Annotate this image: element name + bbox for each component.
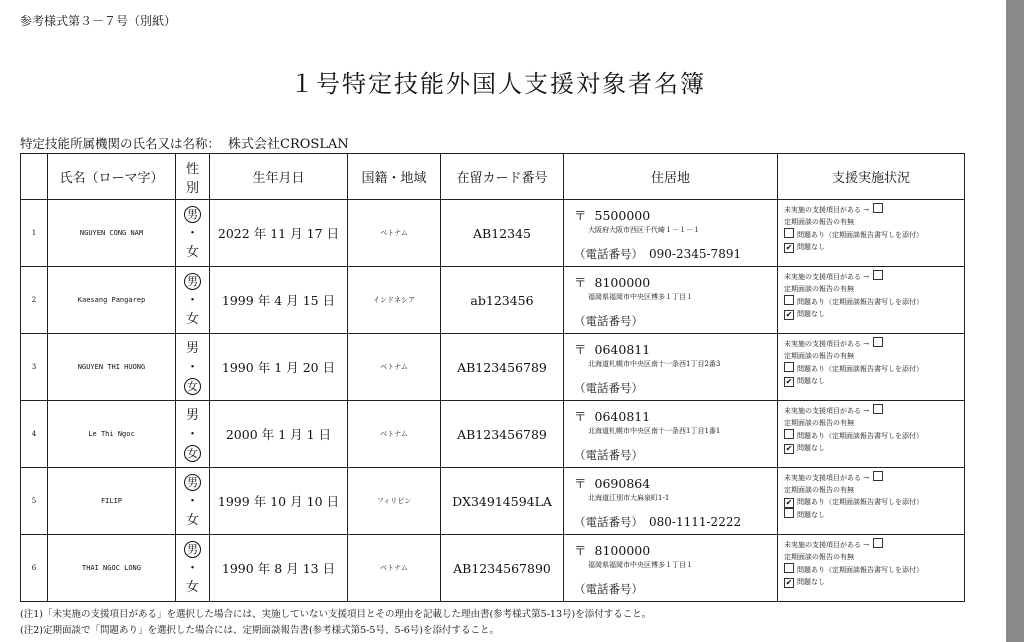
row-number: 2: [21, 267, 48, 334]
phone-line: [574, 246, 741, 262]
gender-cell: [176, 535, 210, 602]
address-cell: [564, 401, 778, 468]
day-unit: 日: [322, 561, 336, 576]
header-nationality: 国籍・地域: [348, 154, 441, 200]
unimplemented-checkbox[interactable]: [873, 538, 883, 548]
gender-separator: ・: [185, 292, 199, 308]
gender-cell: [176, 468, 210, 535]
gender-separator: ・: [185, 426, 199, 442]
postal-mark-icon: 〒: [574, 476, 587, 491]
table-row: [21, 267, 965, 334]
dob-month: 4: [274, 293, 283, 308]
phone-label: （電話番号）: [574, 247, 643, 261]
unimplemented-checkbox[interactable]: [873, 203, 883, 213]
header-gender-bottom: 別: [185, 180, 199, 196]
table-row: [21, 535, 965, 602]
gender-cell: [176, 334, 210, 401]
day-unit: 日: [326, 494, 340, 509]
header-dob: 生年月日: [210, 154, 348, 200]
problem-label: 問題あり（定期面談報告書写しを添付）: [797, 566, 923, 574]
gender-female: 女: [185, 244, 199, 260]
no-problem-label: 問題なし: [797, 377, 825, 385]
phone-label: （電話番号）: [574, 314, 643, 328]
postal-mark-icon: 〒: [574, 543, 587, 558]
zip-code: 8100000: [594, 543, 651, 558]
month-unit: 月: [286, 293, 299, 308]
problem-label: 問題あり（定期面談報告書写しを添付）: [797, 432, 923, 440]
dob-day: 17: [306, 226, 323, 241]
nationality-cell: ベトナム: [348, 401, 441, 468]
month-unit: 月: [286, 360, 299, 375]
address-text: 北海道江別市大麻泉町1-1: [588, 494, 670, 502]
document-title: １号特定技能外国人支援対象者名簿: [290, 70, 706, 98]
address-cell: [564, 200, 778, 267]
postal-mark-icon: 〒: [574, 342, 587, 357]
dob-year: 2000: [225, 427, 258, 442]
unimplemented-label: 未実施の支援項目がある →: [784, 206, 870, 214]
zip-code: 0640811: [594, 409, 651, 424]
month-unit: 月: [290, 494, 303, 509]
gender-male: 男: [184, 474, 201, 491]
row-number: 6: [21, 535, 48, 602]
problem-checkbox[interactable]: ✔: [785, 498, 793, 507]
problem-checkbox[interactable]: [784, 362, 794, 372]
nationality-cell: インドネシア: [348, 267, 441, 334]
postal-mark-icon: 〒: [574, 409, 587, 424]
month-unit: 月: [290, 226, 303, 241]
name-cell: Kaesang Pangarep: [48, 267, 176, 334]
table-row: [21, 200, 965, 267]
card-number-cell: AB1234567890: [441, 535, 564, 602]
phone-line: [574, 514, 741, 530]
header-gender: [176, 154, 210, 200]
address-text: 福岡県福岡市中央区博多１丁目１: [588, 561, 693, 569]
name-cell: Le Thi Ngoc: [48, 401, 176, 468]
header-support: 支援実施状況: [778, 154, 965, 200]
phone-label: （電話番号）: [574, 582, 643, 596]
problem-checkbox[interactable]: [784, 295, 794, 305]
problem-checkbox[interactable]: [784, 429, 794, 439]
phone-line: [574, 313, 649, 329]
card-number-cell: AB123456789: [441, 334, 564, 401]
nationality-cell: ベトナム: [348, 334, 441, 401]
gender-female: 女: [185, 311, 199, 327]
problem-label: 問題あり（定期面談報告書写しを添付）: [797, 231, 923, 239]
dob-cell: [210, 334, 348, 401]
dob-cell: [210, 200, 348, 267]
dob-day: 13: [302, 561, 319, 576]
address-cell: [564, 535, 778, 602]
support-status-cell: [778, 200, 965, 267]
interview-report-label: 定期面談の報告の有無: [784, 419, 854, 427]
year-unit: 年: [261, 427, 275, 442]
gender-separator: ・: [185, 359, 199, 375]
interview-report-label: 定期面談の報告の有無: [784, 553, 854, 561]
gender-separator: ・: [185, 560, 199, 576]
phone-label: （電話番号）: [574, 448, 643, 462]
no-problem-checkbox[interactable]: ✔: [785, 243, 793, 252]
gender-female: 女: [184, 445, 201, 462]
interview-report-label: 定期面談の報告の有無: [784, 285, 854, 293]
name-cell: NGUYEN THI HUONG: [48, 334, 176, 401]
row-number: 5: [21, 468, 48, 535]
address-text: 大阪府大阪市西区千代崎１－１－１: [588, 226, 700, 234]
nationality-cell: ベトナム: [348, 200, 441, 267]
organization-line: [20, 133, 349, 152]
address-cell: [564, 267, 778, 334]
dob-cell: [210, 468, 348, 535]
address-text: 福岡県福岡市中央区博多１丁目１: [588, 293, 693, 301]
unimplemented-label: 未実施の支援項目がある →: [784, 474, 870, 482]
dob-day: 1: [306, 427, 315, 442]
organization-value: 株式会社CROSLAN: [228, 137, 349, 152]
gender-separator: ・: [185, 225, 199, 241]
gender-male: 男: [184, 541, 201, 558]
note-2: (注2)定期面談で「問題あり」を選択した場合には、定期面談報告書(参考様式第5-5号、5-6号)を添付すること。: [20, 625, 499, 636]
unimplemented-checkbox[interactable]: [873, 404, 883, 414]
postal-mark-icon: 〒: [574, 208, 587, 223]
zip-line: [574, 340, 650, 358]
interview-report-label: 定期面談の報告の有無: [784, 486, 854, 494]
day-unit: 日: [322, 360, 336, 375]
year-unit: 年: [257, 360, 271, 375]
notes: [20, 607, 651, 639]
no-problem-label: 問題なし: [797, 243, 825, 251]
zip-code: 0640811: [594, 342, 651, 357]
year-unit: 年: [253, 226, 267, 241]
row-number: 3: [21, 334, 48, 401]
zip-line: [574, 407, 650, 425]
gender-female: 女: [185, 579, 199, 595]
no-problem-label: 問題なし: [797, 511, 825, 519]
dob-month: 10: [270, 494, 287, 509]
support-status-cell: [778, 401, 965, 468]
postal-mark-icon: 〒: [574, 275, 587, 290]
day-unit: 日: [322, 293, 336, 308]
note-1: (注1)「未実施の支援項目がある」を選択した場合には、実施していない支援項目とその理由を記載した理由書(参考様式第5-13号)を添付すること。: [20, 609, 652, 620]
no-problem-checkbox[interactable]: ✔: [785, 377, 793, 386]
gender-male: 男: [184, 273, 201, 290]
phone-line: [574, 380, 649, 396]
dob-year: 2022: [217, 226, 250, 241]
problem-label: 問題あり（定期面談報告書写しを添付）: [797, 498, 923, 506]
zip-line: [574, 273, 650, 291]
dob-month: 1: [278, 427, 287, 442]
dob-year: 1990: [221, 561, 254, 576]
zip-line: [574, 474, 650, 492]
name-cell: THAI NGOC LONG: [48, 535, 176, 602]
dob-month: 11: [270, 226, 287, 241]
unimplemented-label: 未実施の支援項目がある →: [784, 541, 870, 549]
unimplemented-label: 未実施の支援項目がある →: [784, 340, 870, 348]
phone-line: [574, 447, 649, 463]
dob-day: 20: [302, 360, 319, 375]
header-row: [21, 154, 965, 200]
problem-label: 問題あり（定期面談報告書写しを添付）: [797, 365, 923, 373]
header-no: [21, 154, 48, 200]
address-text: 北海道札幌市中央区南十一条西1丁目2番3: [588, 360, 721, 368]
gender-male: 男: [185, 340, 199, 356]
nationality-cell: フィリピン: [348, 468, 441, 535]
address-text: 北海道札幌市中央区南十一条西1丁目1番1: [588, 427, 721, 435]
vertical-scrollbar[interactable]: [1006, 0, 1024, 642]
month-unit: 月: [290, 427, 303, 442]
dob-year: 1990: [221, 360, 254, 375]
name-cell: NGUYEN CONG NAM: [48, 200, 176, 267]
interview-report-label: 定期面談の報告の有無: [784, 218, 854, 226]
support-status-cell: [778, 334, 965, 401]
address-cell: [564, 334, 778, 401]
dob-cell: [210, 401, 348, 468]
gender-cell: [176, 200, 210, 267]
gender-male: 男: [184, 206, 201, 223]
header-card: 在留カード番号: [441, 154, 564, 200]
no-problem-checkbox[interactable]: [784, 508, 794, 518]
month-unit: 月: [286, 561, 299, 576]
support-status-cell: [778, 468, 965, 535]
no-problem-checkbox[interactable]: ✔: [785, 444, 793, 453]
unimplemented-checkbox[interactable]: [873, 471, 883, 481]
name-cell: FILIP: [48, 468, 176, 535]
day-unit: 日: [326, 226, 340, 241]
unimplemented-checkbox[interactable]: [873, 270, 883, 280]
problem-checkbox[interactable]: [784, 563, 794, 573]
nationality-cell: ベトナム: [348, 535, 441, 602]
no-problem-checkbox[interactable]: ✔: [785, 578, 793, 587]
form-code: 参考様式第３－７号（別紙）: [20, 14, 177, 28]
dob-cell: [210, 267, 348, 334]
day-unit: 日: [318, 427, 332, 442]
phone-label: （電話番号）: [574, 381, 643, 395]
header-gender-top: 性: [185, 161, 199, 177]
dob-cell: [210, 535, 348, 602]
card-number-cell: AB123456789: [441, 401, 564, 468]
year-unit: 年: [257, 561, 271, 576]
unimplemented-label: 未実施の支援項目がある →: [784, 407, 870, 415]
table-row: [21, 401, 965, 468]
zip-code: 8100000: [594, 275, 651, 290]
dob-day: 15: [302, 293, 319, 308]
gender-cell: [176, 267, 210, 334]
no-problem-label: 問題なし: [797, 578, 825, 586]
phone-line: [574, 581, 649, 597]
table-row: [21, 334, 965, 401]
interview-report-label: 定期面談の報告の有無: [784, 352, 854, 360]
zip-line: [574, 206, 650, 224]
gender-separator: ・: [185, 493, 199, 509]
row-number: 1: [21, 200, 48, 267]
dob-year: 1999: [221, 293, 254, 308]
phone-label: （電話番号）: [574, 515, 643, 529]
roster-table: [20, 153, 965, 602]
zip-line: [574, 541, 650, 559]
dob-day: 10: [306, 494, 323, 509]
zip-code: 0690864: [594, 476, 651, 491]
gender-cell: [176, 401, 210, 468]
gender-female: 女: [185, 512, 199, 528]
problem-checkbox[interactable]: [784, 228, 794, 238]
card-number-cell: AB12345: [441, 200, 564, 267]
table-row: [21, 468, 965, 535]
dob-month: 8: [274, 561, 283, 576]
dob-year: 1999: [217, 494, 250, 509]
year-unit: 年: [253, 494, 267, 509]
zip-code: 5500000: [594, 208, 651, 223]
no-problem-label: 問題なし: [797, 444, 825, 452]
problem-label: 問題あり（定期面談報告書写しを添付）: [797, 298, 923, 306]
unimplemented-label: 未実施の支援項目がある →: [784, 273, 870, 281]
support-status-cell: [778, 267, 965, 334]
header-address: 住居地: [564, 154, 778, 200]
header-name: 氏名（ローマ字）: [48, 154, 176, 200]
card-number-cell: ab123456: [441, 267, 564, 334]
phone-number: 090-2345-7891: [649, 247, 742, 261]
gender-female: 女: [184, 378, 201, 395]
card-number-cell: DX34914594LA: [441, 468, 564, 535]
organization-label: 特定技能所属機関の氏名又は名称：: [20, 136, 221, 151]
gender-male: 男: [185, 407, 199, 423]
year-unit: 年: [257, 293, 271, 308]
dob-month: 1: [274, 360, 283, 375]
no-problem-label: 問題なし: [797, 310, 825, 318]
support-status-cell: [778, 535, 965, 602]
phone-number: 080-1111-2222: [649, 515, 742, 529]
no-problem-checkbox[interactable]: ✔: [785, 310, 793, 319]
row-number: 4: [21, 401, 48, 468]
unimplemented-checkbox[interactable]: [873, 337, 883, 347]
address-cell: [564, 468, 778, 535]
